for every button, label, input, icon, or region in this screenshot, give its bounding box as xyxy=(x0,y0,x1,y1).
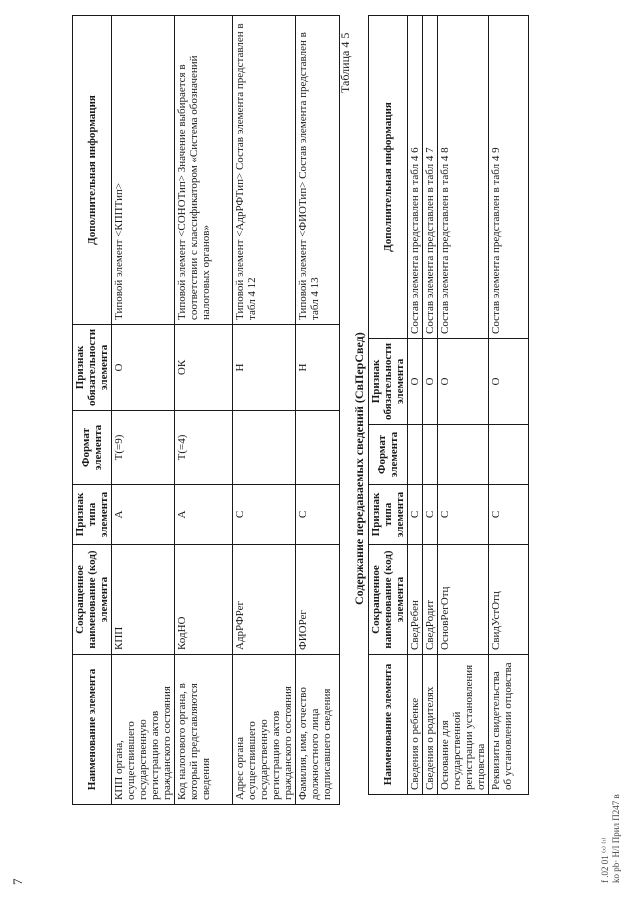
header-required: Признак обязательности элемента xyxy=(369,338,408,424)
table-row xyxy=(408,16,423,795)
cell-type: С xyxy=(489,485,529,545)
table-row xyxy=(233,16,296,805)
cell-required: Н xyxy=(296,324,340,410)
cell-info: Типовой элемент <ФИОТип> Состав элемента представлен в табл 4 13 xyxy=(296,16,340,325)
table-row xyxy=(175,16,233,805)
table-header-row xyxy=(73,16,112,805)
cell-required: О xyxy=(438,338,489,424)
table-row xyxy=(296,16,340,805)
cell-info: Состав элемента представлен в табл 4 6 xyxy=(408,16,423,339)
cell-name: Сведения о родителях xyxy=(423,655,438,795)
cell-type: С xyxy=(296,485,340,545)
header-info: Дополнительная информация xyxy=(369,16,408,339)
cell-code: СведРебен xyxy=(408,545,423,655)
table-element-attributes xyxy=(72,15,340,805)
cell-code: КодНО xyxy=(175,545,233,655)
cell-format xyxy=(296,411,340,485)
footer-stamp xyxy=(600,794,622,883)
header-required: Признак обязательности элемента xyxy=(73,324,112,410)
cell-info: Состав элемента представлен в табл 4 9 xyxy=(489,16,529,339)
cell-code: СведРодит xyxy=(423,545,438,655)
cell-format xyxy=(233,411,296,485)
cell-format xyxy=(489,425,529,485)
cell-type: А xyxy=(175,485,233,545)
cell-required: Н xyxy=(233,324,296,410)
cell-name: КПП органа, осуществившего государственную регистрацию актов гражданского состояния xyxy=(112,655,175,805)
header-format: Формат элемента xyxy=(73,411,112,485)
cell-name: Фамилия, имя, отчество должностного лица подписавшего сведения xyxy=(296,655,340,805)
table-header-row xyxy=(369,16,408,795)
table-row xyxy=(438,16,489,795)
cell-info: Типовой элемент <КППТип> xyxy=(112,16,175,325)
cell-info: Типовой элемент <СОНОТип> Значение выбирается в соответствии с классификатором «Система обозначений налоговых органов» xyxy=(175,16,233,325)
cell-info: Состав элемента представлен в табл 4 7 xyxy=(423,16,438,339)
cell-required: ОК xyxy=(175,324,233,410)
cell-name: Сведения о ребенке xyxy=(408,655,423,795)
header-type: Признак типа элемента xyxy=(369,485,408,545)
cell-type: А xyxy=(112,485,175,545)
page-number: 7 xyxy=(10,878,25,885)
header-name: Наименование элемента xyxy=(369,655,408,795)
footer-line: f .02 01 ⁽ˣ⁾ ⁽ᵗ⁾ xyxy=(600,837,610,883)
table-row xyxy=(489,16,529,795)
header-format: Формат элемента xyxy=(369,425,408,485)
cell-type: С xyxy=(233,485,296,545)
cell-code: ФИОРег xyxy=(296,545,340,655)
table-title: Содержание передаваемых сведений (СвПерСвед) xyxy=(352,332,366,605)
header-info: Дополнительная информация xyxy=(73,16,112,325)
cell-required: О xyxy=(423,338,438,424)
cell-info: Типовой элемент <АдрРФТип> Состав элемента представлен в табл 4 12 xyxy=(233,16,296,325)
header-code: Сокращенное наименование (код) элемента xyxy=(73,545,112,655)
header-type: Признак типа элемента xyxy=(73,485,112,545)
cell-required: О xyxy=(408,338,423,424)
cell-code: АдрРФРег xyxy=(233,545,296,655)
header-code: Сокращенное наименование (код) элемента xyxy=(369,545,408,655)
cell-required: О xyxy=(112,324,175,410)
footer-line: ko pb· H/I Прил П247 в xyxy=(611,794,621,883)
cell-format xyxy=(423,425,438,485)
cell-type: С xyxy=(423,485,438,545)
table-label: Таблица 4 5 xyxy=(338,32,352,93)
cell-code: КПП xyxy=(112,545,175,655)
cell-name: Основание для государственной регистрации установления отцовства xyxy=(438,655,489,795)
table-transmitted-info xyxy=(368,15,529,795)
cell-code: СвидУстОтц xyxy=(489,545,529,655)
cell-format xyxy=(408,425,423,485)
cell-name: Адрес органа осуществившего государственную регистрацию актов гражданского состояния xyxy=(233,655,296,805)
cell-code: ОсновРегОтц xyxy=(438,545,489,655)
cell-type: С xyxy=(438,485,489,545)
cell-name: Реквизиты свидетельства об установлении отцовства xyxy=(489,655,529,795)
header-name: Наименование элемента xyxy=(73,655,112,805)
cell-info: Состав элемента представлен в табл 4 8 xyxy=(438,16,489,339)
cell-format: Т(=9) xyxy=(112,411,175,485)
cell-format xyxy=(438,425,489,485)
cell-name: Код налогового органа, в который представляются сведения xyxy=(175,655,233,805)
cell-format: Т(=4) xyxy=(175,411,233,485)
table-row xyxy=(112,16,175,805)
cell-type: С xyxy=(408,485,423,545)
cell-required: О xyxy=(489,338,529,424)
table-row xyxy=(423,16,438,795)
